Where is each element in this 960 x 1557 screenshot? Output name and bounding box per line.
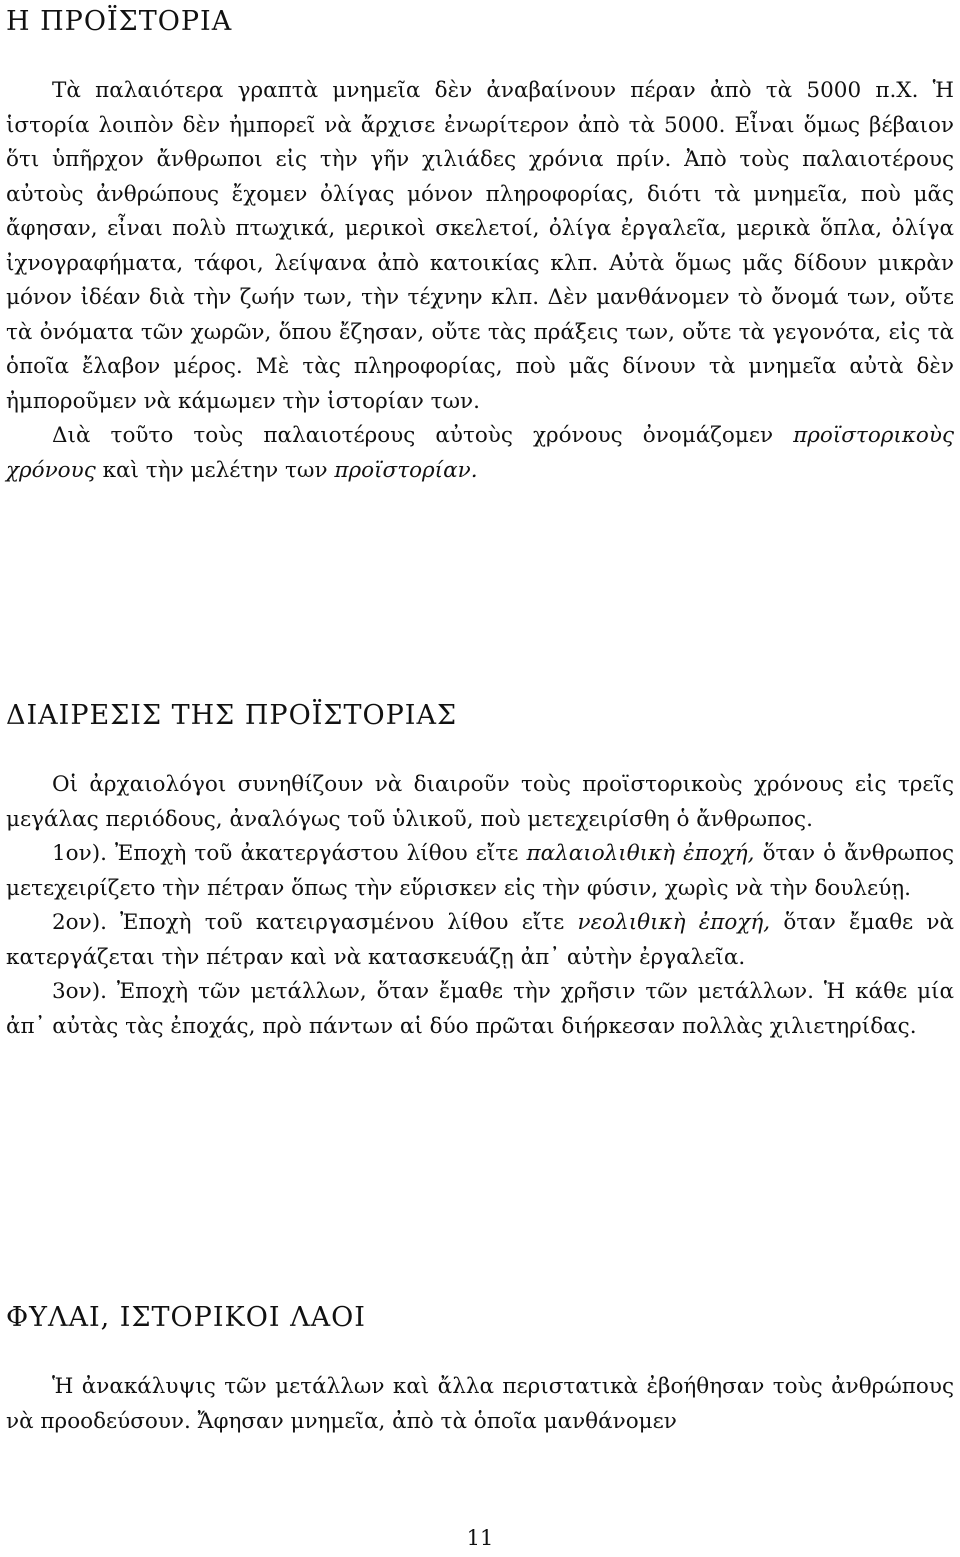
page-number: 11 <box>466 1526 494 1550</box>
paragraph: Ἡ ἀνακάλυψις τῶν μετάλλων καὶ ἄλλα περιστατικὰ ἐβοήθησαν τοὺς ἀνθρώπους νὰ προοδεύσουν. Ἄφησαν μνημεῖα, ἀπὸ τὰ ὁποῖα μανθάνομεν <box>6 1374 954 1434</box>
section-body-division <box>6 768 954 1044</box>
text-run: 1ον). Ἐποχὴ τοῦ ἀκατεργάστου λίθου εἴτε <box>52 841 527 866</box>
paragraph <box>6 837 954 906</box>
paragraph <box>6 419 954 488</box>
text-run: ὅταν ὁ ἄνθρωπος μετεχειρίζετο τὴν πέτραν ὅπως τὴν εὕρισκεν εἰς τὴν φύσιν, χωρὶς νὰ τὴν δουλεύῃ. <box>6 841 955 901</box>
paragraph: 3ον). Ἐποχὴ τῶν μετάλλων, ὅταν ἔμαθε τὴν χρῆσιν τῶν μετάλλων. Ἡ κάθε μία ἀπ᾽ αὐτὰς τὰς ἐποχάς, πρὸ πάντων αἱ δύο πρῶται διήρκεσαν πολλὰς χιλιετηρίδας. <box>6 979 954 1039</box>
italic-term: προϊστορικοὺς χρόνους <box>6 423 954 483</box>
italic-term: προϊστορίαν. <box>334 457 478 483</box>
text-run: Διὰ τοῦτο τοὺς παλαιοτέρους αὐτοὺς χρόνους ὀνομάζομεν <box>52 423 794 448</box>
section-body-tribes <box>6 1370 954 1439</box>
section-title-prehistory: Η ΠΡΟΪΣΤΟΡΙΑ <box>6 6 233 37</box>
section-body-prehistory <box>6 74 954 488</box>
section-title-tribes: ΦΥΛΑΙ, ΙΣΤΟΡΙΚΟΙ ΛΑΟΙ <box>6 1302 366 1333</box>
paragraph <box>6 906 954 975</box>
paragraph: Οἱ ἀρχαιολόγοι συνηθίζουν νὰ διαιροῦν τοὺς προϊστορικοὺς χρόνους εἰς τρεῖς μεγάλας περιόδους, ἀναλόγως τοῦ ὑλικοῦ, ποὺ μετεχειρίσθη ὁ ἄνθρωπος. <box>6 772 954 832</box>
italic-term: νεολιθικὴ ἐποχή, <box>577 910 771 935</box>
text-run: καὶ τὴν μελέτην των <box>95 457 335 483</box>
text-run: 2ον). Ἐποχὴ τοῦ κατειργασμένου λίθου εἴτε <box>52 910 578 935</box>
paragraph: Τὰ παλαιότερα γραπτὰ μνημεῖα δὲν ἀναβαίνουν πέραν ἀπὸ τὰ 5000 π.Χ. Ἡ ἱστορία λοιπὸν δὲν ἠμπορεῖ νὰ ἄρχισε ἐνωρίτερον ἀπὸ τὰ 5000. Εἶναι ὅμως βέβαιον ὅτι ὑπῆρχον ἄνθρωποι εἰς τὴν γῆν χιλιάδες χρόνια πρίν. Ἀπὸ τοὺς παλαιοτέρους αὐτοὺς ἀνθρώπους ἔχομεν ὀλίγας μόνον πληροφορίας, διότι τὰ μνημεῖα, ποὺ μᾶς ἄφησαν, εἶναι πολὺ πτωχικά, μερικοὶ σκελετοί, ὀλίγα ἐργαλεῖα, μερικὰ ὅπλα, ὀλίγα ἰχνογραφήματα, τάφοι, λείψανα ἀπὸ κατοικίας κλπ. Αὐτὰ ὅμως μᾶς δίδουν μικρὰν μόνον ἰδέαν διὰ τὴν ζωήν των, τὴν τέχνην κλπ. Δὲν μανθάνομεν τὸ ὄνομά των, οὔτε τὰ ὀνόματα τῶν χωρῶν, ὅπου ἔζησαν, οὔτε τὰς πράξεις των, οὔτε τὰ γεγονότα, εἰς τὰ ὁποῖα ἔλαβον μέρος. Μὲ τὰς πληροφορίας, ποὺ μᾶς δίνουν τὰ μνημεῖα αὐτὰ δὲν ἠμποροῦμεν νὰ κάμωμεν τὴν ἱστορίαν των. <box>6 78 954 414</box>
italic-term: παλαιολιθικὴ ἐποχή, <box>526 841 755 866</box>
text-run: ὅταν ἔμαθε νὰ κατεργάζεται τὴν πέτραν καὶ νὰ κατασκευάζῃ ἀπ᾽ αὐτὴν ἐργαλεῖα. <box>6 910 954 970</box>
section-title-division: ΔΙΑΙΡΕΣΙΣ ΤΗΣ ΠΡΟΪΣΤΟΡΙΑΣ <box>6 700 458 731</box>
